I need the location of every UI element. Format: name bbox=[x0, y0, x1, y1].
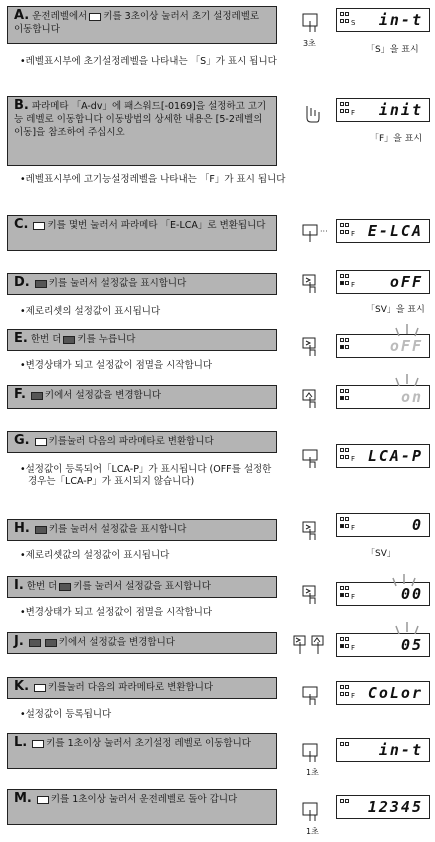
step-b bbox=[7, 96, 277, 166]
level-indicator bbox=[340, 274, 356, 289]
step-i-note: •변경상태가 되고 설정값이 점멸을 시작합니다 bbox=[20, 607, 213, 618]
level-indicator bbox=[340, 223, 356, 238]
display-value: E-LCA bbox=[367, 222, 423, 240]
level-indicator bbox=[340, 742, 350, 749]
shift-key-icon bbox=[29, 639, 41, 647]
step-letter: I. bbox=[14, 578, 24, 593]
level-key-press-icon bbox=[301, 801, 323, 823]
level-key-icon bbox=[32, 740, 44, 748]
level-key-press-icon bbox=[301, 742, 323, 764]
step-d-note: •제로리셋의 설정값이 표시됩니다 bbox=[20, 306, 161, 317]
note-text: 제로리셋의 설정값이 표시됩니다 bbox=[25, 306, 161, 317]
step-text-pre: 한번 더 bbox=[26, 581, 58, 592]
display-value: oFF bbox=[389, 273, 423, 291]
display-value: oFF bbox=[389, 337, 423, 355]
step-text: 키에서 설정값을 변경합니다 bbox=[58, 637, 175, 648]
blink-rays-icon bbox=[395, 322, 419, 338]
level-letter: F bbox=[351, 109, 356, 117]
step-text: 키를 눌러서 설정값을 표시합니다 bbox=[73, 581, 211, 592]
step-text: 키를 눌러서 설정값을 표시합니다 bbox=[48, 278, 187, 289]
shift-key-icon bbox=[35, 280, 47, 288]
level-indicator bbox=[340, 448, 356, 463]
level-indicator bbox=[340, 102, 356, 117]
step-h-note: •제로리셋값의 설정값이 표시됩니다 bbox=[20, 550, 170, 561]
step-a-note: •레벨표시부에 초기설정레벨을 나타내는 「S」가 표시 됩니다 bbox=[20, 56, 277, 67]
step-b-note: •레벨표시부에 고기능설정레벨을 나타내는 「F」가 표시 됩니다 bbox=[20, 174, 286, 185]
step-l bbox=[7, 733, 277, 769]
blink-rays-icon bbox=[392, 572, 416, 588]
level-letter: F bbox=[351, 230, 356, 238]
hand-press-icon bbox=[301, 102, 323, 124]
step-letter: G. bbox=[14, 433, 30, 448]
lcd-display bbox=[336, 98, 430, 122]
up-key-icon bbox=[31, 392, 43, 400]
step-d bbox=[7, 273, 277, 295]
note-text: 레벨표시부에 초기설정레벨을 나타내는 「S」가 표시 됩니다 bbox=[25, 56, 277, 67]
level-key-press-icon bbox=[301, 12, 323, 34]
display-callout: 「SV」을 표시 bbox=[366, 305, 425, 315]
display-callout: 「F」을 표시 bbox=[370, 134, 423, 144]
lcd-display bbox=[336, 444, 430, 468]
blink-rays-icon bbox=[395, 620, 419, 636]
level-indicator bbox=[340, 389, 350, 403]
step-text-pre: 운전레벨에서 bbox=[32, 11, 88, 22]
step-a bbox=[7, 6, 277, 44]
shift-key-press-icon bbox=[301, 520, 323, 542]
step-text: 키를 1초이상 눌러서 초기설정 레벨로 이동합니다 bbox=[46, 738, 251, 749]
display-value: 05 bbox=[400, 636, 423, 654]
level-indicator bbox=[340, 12, 356, 27]
lcd-display bbox=[336, 385, 430, 409]
display-value: LCA-P bbox=[367, 447, 423, 465]
hold-time-label: 1초 bbox=[306, 827, 319, 836]
lcd-display bbox=[336, 633, 430, 657]
level-key-icon bbox=[37, 796, 49, 804]
note-text: 제로리셋값의 설정값이 표시됩니다 bbox=[25, 550, 170, 561]
step-f bbox=[7, 385, 277, 409]
step-text: 키를 눌러서 설정값을 표시합니다 bbox=[48, 524, 187, 535]
shift-key-press-icon bbox=[301, 273, 323, 295]
lcd-display bbox=[336, 795, 430, 819]
step-letter: A. bbox=[14, 8, 30, 23]
note-text: 변경상태가 되고 설정값이 점멸을 시작합니다 bbox=[25, 607, 213, 618]
note-text: 설정값이 등록되어「LCA-P」가 표시됩니다 (OFF를 설정한 경우는「LCA-P」가 표시되지 않습니다) bbox=[25, 464, 272, 487]
level-letter: F bbox=[351, 455, 356, 463]
step-k bbox=[7, 677, 277, 699]
mode-key-press-icon bbox=[301, 685, 323, 707]
step-letter: B. bbox=[14, 98, 29, 113]
step-e-note: •변경상태가 되고 설정값이 점멸을 시작합니다 bbox=[20, 360, 213, 371]
level-indicator bbox=[340, 685, 356, 700]
step-text: 키를눌러 다음의 파라메타로 변환합니다 bbox=[48, 436, 214, 447]
mode-key-press-icon bbox=[301, 222, 335, 244]
level-indicator bbox=[340, 517, 356, 532]
lcd-display bbox=[336, 8, 430, 32]
display-value: in-t bbox=[378, 11, 423, 29]
step-text: 파라메타 「A-dv」에 패스워드[-0169]을 설정하고 고기능 레벨로 이동합니다 이동방법의 상세한 내용은 [5-2레벨의이동]을 참조하여 주십시오 bbox=[14, 101, 267, 138]
step-letter: L. bbox=[14, 735, 28, 750]
shift-up-key-press-icon bbox=[292, 634, 332, 656]
level-letter: S bbox=[351, 19, 356, 27]
level-letter: F bbox=[351, 524, 356, 532]
step-letter: K. bbox=[14, 679, 30, 694]
up-key-icon bbox=[45, 639, 57, 647]
lcd-display bbox=[336, 270, 430, 294]
step-letter: E. bbox=[14, 331, 28, 346]
hold-time-label: 1초 bbox=[306, 768, 319, 777]
level-indicator bbox=[340, 586, 356, 601]
svg-text:···: ··· bbox=[320, 227, 328, 236]
note-text: 레벨표시부에 고기능설정레벨을 나타내는 「F」가 표시 됩니다 bbox=[25, 174, 286, 185]
step-letter: F. bbox=[14, 387, 26, 402]
step-h bbox=[7, 519, 277, 541]
level-letter: F bbox=[351, 593, 356, 601]
step-text: 키를 누릅니다 bbox=[77, 334, 136, 345]
mode-key-press-icon bbox=[301, 448, 323, 470]
up-key-press-icon bbox=[301, 388, 323, 410]
display-value: on bbox=[400, 388, 423, 406]
step-g-note: •설정값이 등록되어「LCA-P」가 표시됩니다 (OFF를 설정한 경우는「LCA-P」가 표시되지 않습니다) bbox=[20, 464, 272, 487]
mode-key-icon bbox=[35, 438, 47, 446]
lcd-display bbox=[336, 738, 430, 762]
shift-key-icon bbox=[59, 583, 71, 591]
blink-rays-icon bbox=[395, 372, 419, 388]
lcd-display bbox=[336, 219, 430, 243]
note-text: 설정값이 등록됩니다 bbox=[25, 709, 112, 720]
display-value: 00 bbox=[400, 585, 423, 603]
step-k-note: •설정값이 등록됩니다 bbox=[20, 709, 112, 720]
step-text-pre: 한번 더 bbox=[30, 334, 62, 345]
step-text: 키에서 설정값을 변경합니다 bbox=[44, 390, 162, 401]
step-letter: J. bbox=[14, 634, 24, 649]
display-value: 0 bbox=[411, 516, 423, 534]
step-letter: H. bbox=[14, 521, 30, 536]
level-letter: F bbox=[351, 644, 356, 652]
level-indicator bbox=[340, 637, 356, 652]
display-value: init bbox=[378, 101, 423, 119]
step-m bbox=[7, 789, 277, 825]
level-indicator bbox=[340, 338, 350, 352]
level-key-icon bbox=[89, 13, 101, 21]
lcd-display bbox=[336, 681, 430, 705]
step-c bbox=[7, 215, 277, 251]
lcd-display bbox=[336, 513, 430, 537]
step-i bbox=[7, 576, 277, 598]
level-letter: F bbox=[351, 281, 356, 289]
display-callout: 「SV」 bbox=[366, 549, 396, 559]
step-e bbox=[7, 329, 277, 351]
step-text: 키를 1초이상 눌러서 운전레벨로 돌아 갑니다 bbox=[50, 794, 238, 805]
note-text: 변경상태가 되고 설정값이 점멸을 시작합니다 bbox=[25, 360, 213, 371]
step-letter: M. bbox=[14, 791, 32, 806]
shift-key-icon bbox=[35, 526, 47, 534]
step-j bbox=[7, 632, 277, 654]
display-value: CoLor bbox=[367, 684, 423, 702]
display-value: 12345 bbox=[367, 798, 423, 816]
shift-key-press-icon bbox=[301, 336, 323, 358]
mode-key-icon bbox=[33, 222, 45, 230]
display-callout: 「S」을 표시 bbox=[366, 45, 419, 55]
step-text: 키를눌러 다음의 파라메타로 변환합니다 bbox=[48, 682, 214, 693]
step-g bbox=[7, 431, 277, 453]
step-letter: D. bbox=[14, 275, 30, 290]
step-text: 키를 몇번 눌러서 파라메타 「E-LCA」로 변환됩니다 bbox=[47, 220, 266, 231]
shift-key-press-icon bbox=[301, 584, 323, 606]
step-text: 키를 3초이상 눌러서 초기 설정레벨로 이동합니다 bbox=[14, 11, 260, 35]
level-letter: F bbox=[351, 692, 356, 700]
level-indicator bbox=[340, 799, 350, 806]
display-value: in-t bbox=[378, 741, 423, 759]
step-letter: C. bbox=[14, 217, 29, 232]
shift-key-icon bbox=[63, 336, 75, 344]
hold-time-label: 3초 bbox=[303, 39, 316, 48]
mode-key-icon bbox=[34, 684, 46, 692]
